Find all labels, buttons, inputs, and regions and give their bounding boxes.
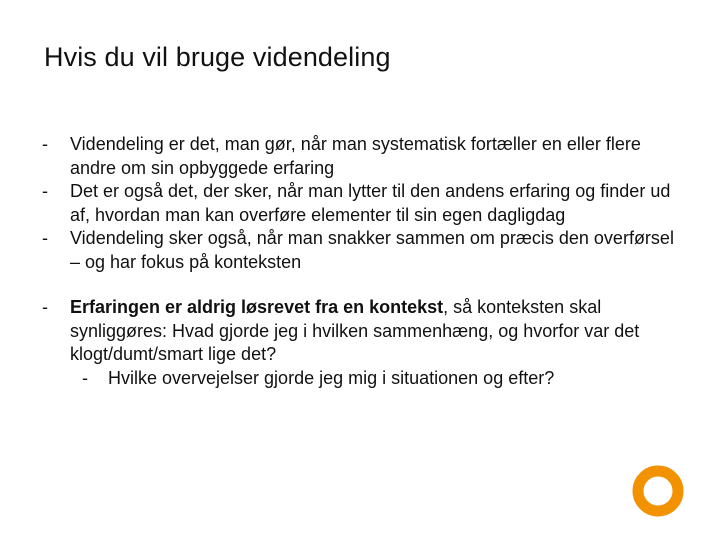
bullet-dash: -: [42, 297, 48, 317]
slide-title: Hvis du vil bruge videndeling: [44, 42, 391, 72]
bullet-text: Videndeling sker også, når man snakker sammen om præcis den overførsel – og har fokus på konteksten: [70, 228, 674, 272]
bullet-list: [42, 133, 682, 390]
bullet-text: , så konteksten skal synliggøres: Hvad gjorde jeg i hvilken sammenhæng, og hvorfor var det klogt/dumt/smart lige det?: [70, 297, 640, 364]
bullet-bold-text: Erfaringen er aldrig løsrevet fra en kontekst: [70, 297, 444, 317]
orange-ring-logo-icon: [630, 463, 686, 519]
bullet-text: Videndeling er det, man gør, når man systematisk fortæller en eller flere andre om sin opbyggede erfaring: [70, 134, 641, 178]
bullet-item: [42, 133, 682, 180]
bullet-dash: -: [42, 134, 48, 154]
bullet-spacer: [42, 274, 682, 296]
bullet-item: [42, 296, 682, 390]
bullet-item: [42, 180, 682, 227]
bullet-text: Det er også det, der sker, når man lytter til den andens erfaring og finder ud af, hvordan man kan overføre elementer til sin egen dagligdag: [70, 181, 671, 225]
sub-bullet-text: Hvilke overvejelser gjorde jeg mig i situationen og efter?: [108, 367, 555, 388]
bullet-dash: -: [42, 228, 48, 248]
bullet-item: [42, 227, 682, 274]
sub-bullet-item: [70, 367, 682, 391]
sub-bullet-dash: -: [82, 367, 88, 388]
bullet-dash: -: [42, 181, 48, 201]
